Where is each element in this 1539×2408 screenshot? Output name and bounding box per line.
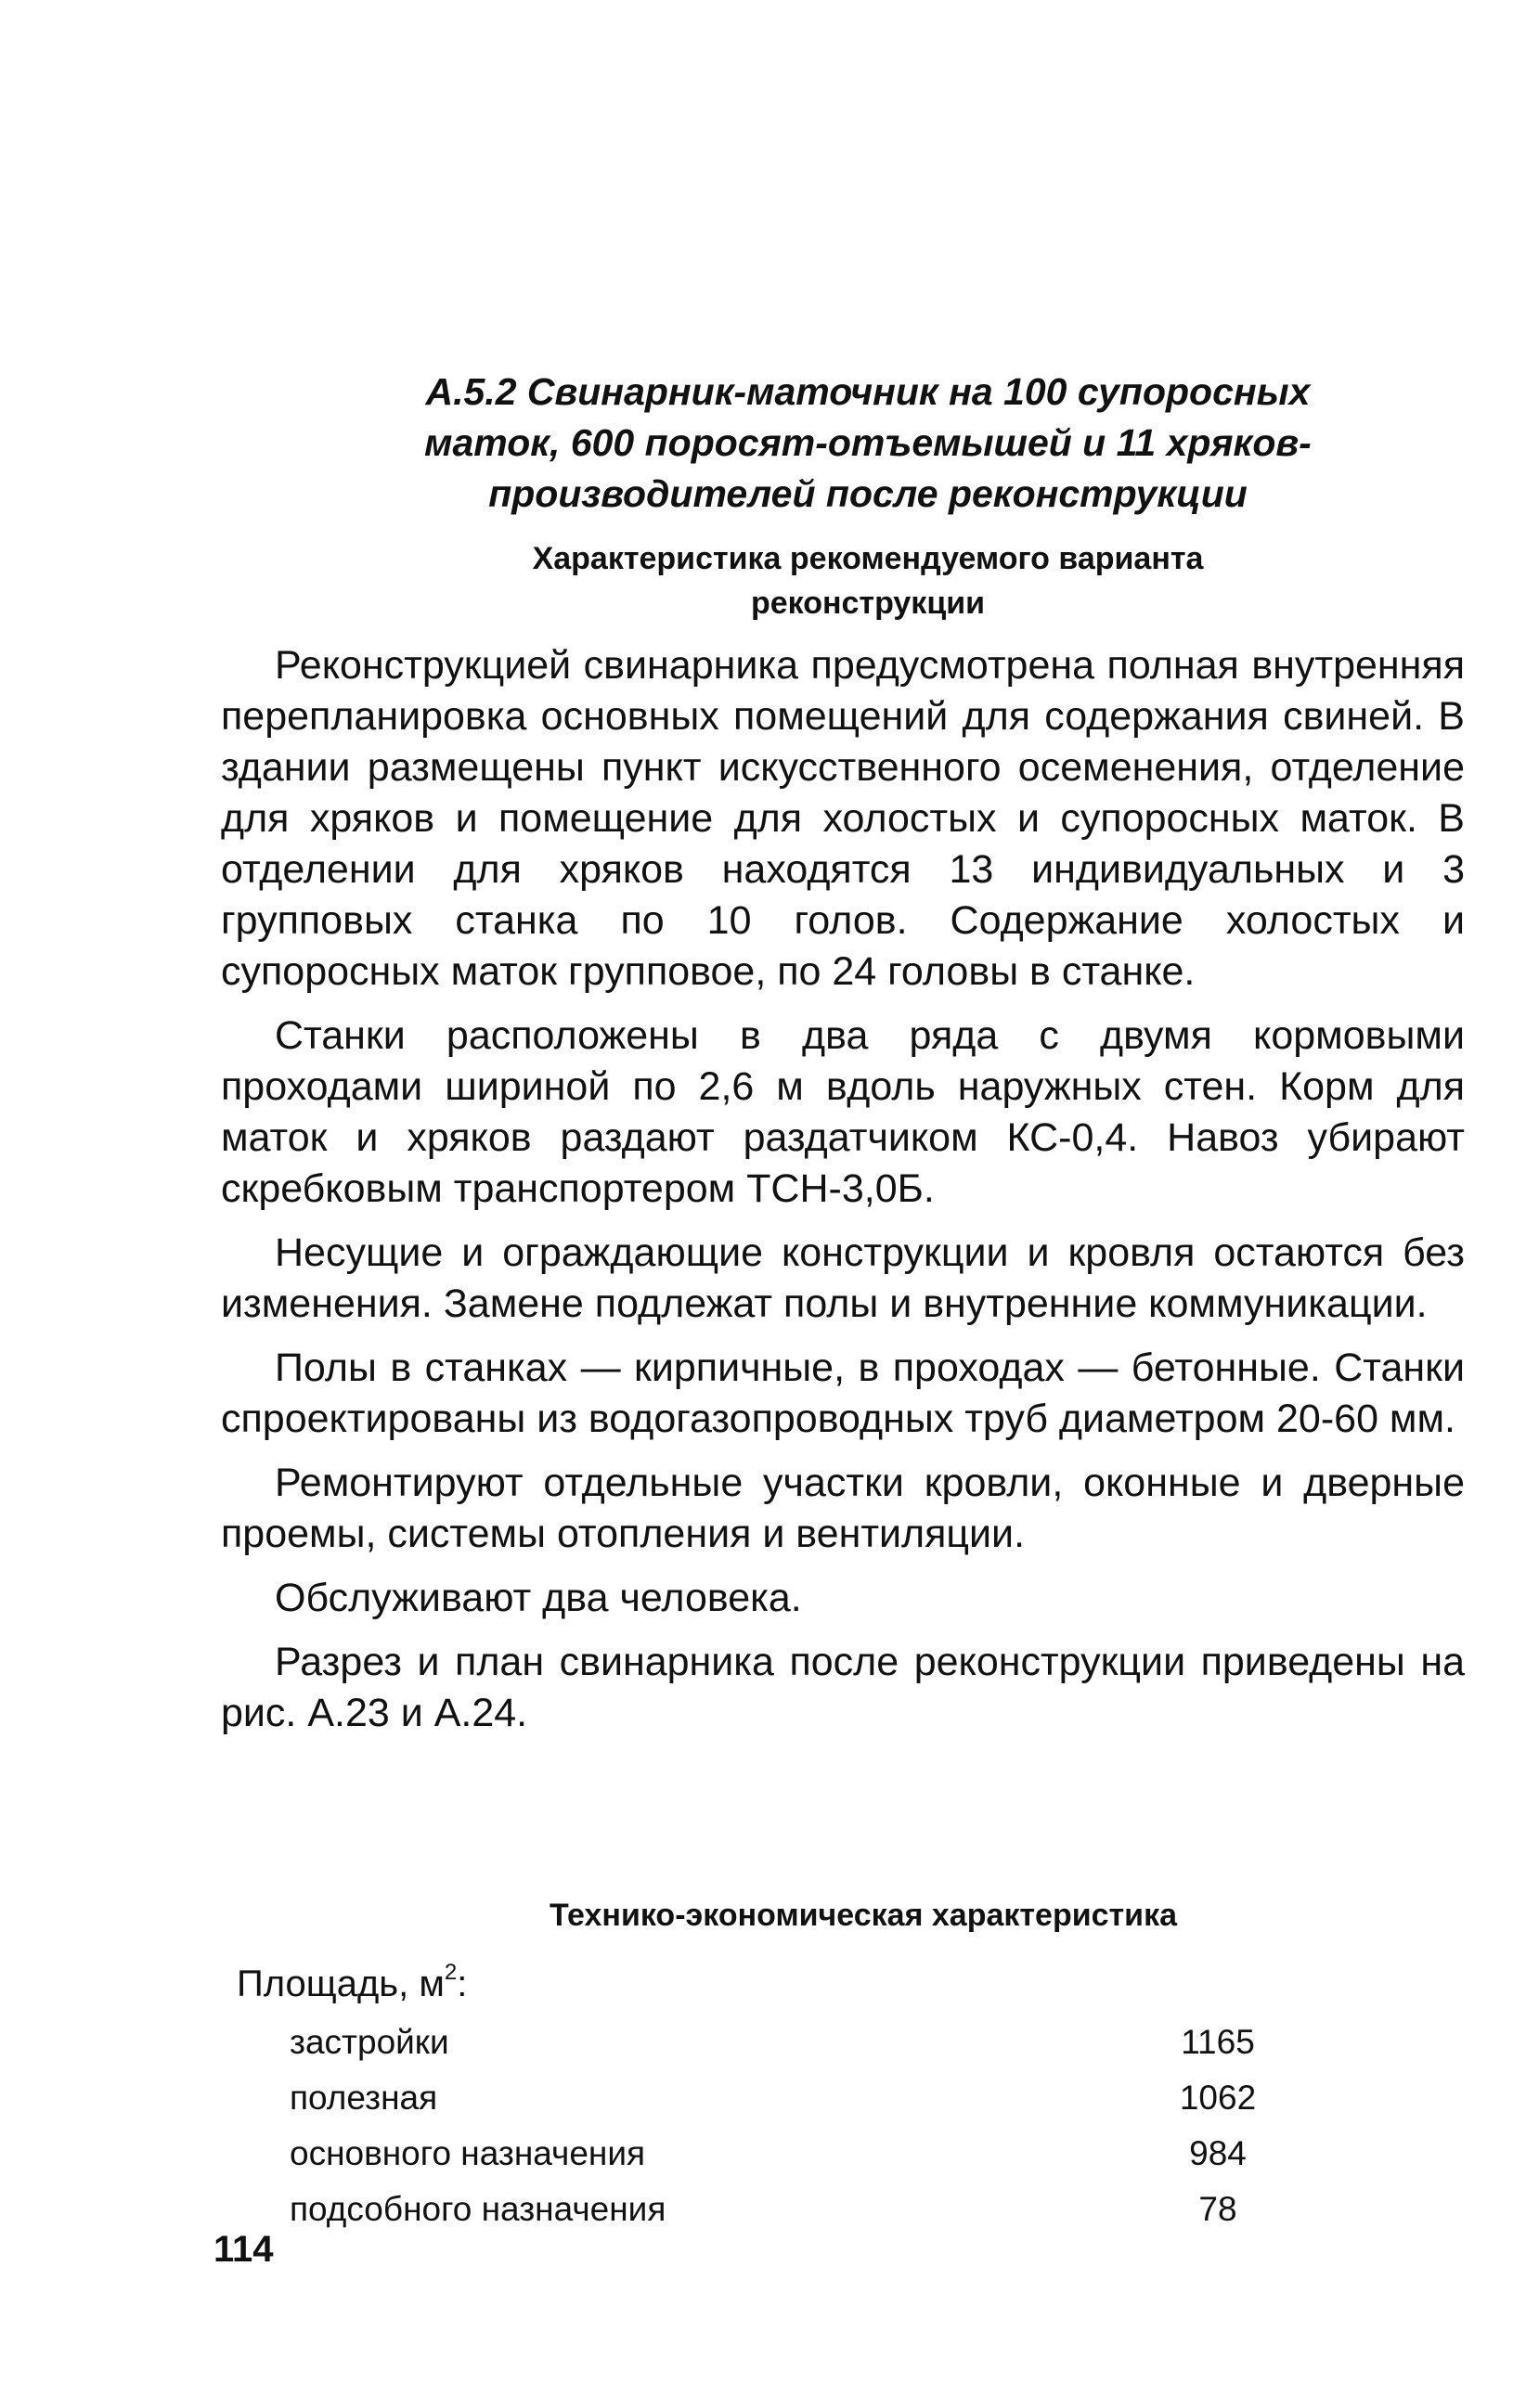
paragraph: Обслуживают два человека. bbox=[275, 1576, 802, 1620]
row-value: 78 bbox=[1198, 2190, 1237, 2228]
area-label bbox=[237, 1960, 467, 2008]
table-row bbox=[290, 2074, 1292, 2130]
row-value: 1165 bbox=[1181, 2023, 1255, 2061]
table-row bbox=[290, 2130, 1292, 2185]
section-subheading-line-1: Характеристика рекомендуемого варианта bbox=[532, 541, 1204, 576]
table-row bbox=[290, 2018, 1292, 2074]
area-unit-exponent: 2 bbox=[444, 1960, 458, 1985]
paragraph: Реконструкцией свинарника предусмотрена полная внутренняя перепланировка основных помещений для содержания свиней. В здании размещены пункт искусственного осеменения, отделение для хряков и помещение для холостых и супоросных маток. В отделении для хряков находятся 13 индивидуальных и 3 групповых станка по 10 голов. Содержание холостых и супоросных маток групповое, по 24 головы в станке. bbox=[221, 643, 1465, 994]
section-heading-line-1: А.5.2 Свинарник-маточник на 100 супоросных bbox=[425, 370, 1311, 413]
section-subheading-line-2: реконструкции bbox=[750, 586, 986, 621]
row-value: 1062 bbox=[1179, 2079, 1257, 2117]
area-label-suffix: : bbox=[457, 1964, 468, 2004]
area-label-text: Площадь, м bbox=[237, 1964, 445, 2004]
paragraph: Полы в станках — кирпичные, в проходах — бетонные. Станки спроектированы из водогазопроводных труб диаметром 20-60 мм. bbox=[221, 1346, 1465, 1441]
page-number: 114 bbox=[213, 2229, 274, 2270]
area-table bbox=[290, 2018, 1292, 2241]
table-row bbox=[290, 2185, 1292, 2241]
row-value: 984 bbox=[1189, 2134, 1247, 2172]
paragraph: Разрез и план свинарника после реконструкции приведены на рис. А.23 и А.24. bbox=[221, 1640, 1465, 1735]
row-label: полезная bbox=[290, 2079, 438, 2117]
paragraph: Ремонтируют отдельные участки кровли, оконные и дверные проемы, системы отопления и вентиляции. bbox=[221, 1461, 1465, 1556]
paragraph: Несущие и ограждающие конструкции и кровля остаются без изменения. Замене подлежат полы и внутренние коммуникации. bbox=[221, 1230, 1465, 1326]
paragraph: Станки расположены в два ряда с двумя кормовыми проходами шириной по 2,6 м вдоль наружных стен. Корм для маток и хряков раздают раздатчиком КС-0,4. Навоз убирают скребковым транспортером ТСН-3,0Б. bbox=[221, 1013, 1465, 1211]
row-label: застройки bbox=[290, 2023, 449, 2061]
section-heading bbox=[353, 367, 1383, 520]
tech-characteristics-title: Технико-экономическая характеристика bbox=[549, 1898, 1177, 1933]
section-heading-line-3: производителей после реконструкции bbox=[488, 472, 1248, 515]
section-heading-line-2: маток, 600 поросят-отъемышей и 11 хряков- bbox=[424, 421, 1312, 464]
body-text bbox=[221, 640, 1465, 1752]
row-label: основного назначения bbox=[290, 2134, 646, 2172]
section-subheading bbox=[353, 536, 1383, 625]
row-label: подсобного назначения bbox=[290, 2190, 666, 2228]
